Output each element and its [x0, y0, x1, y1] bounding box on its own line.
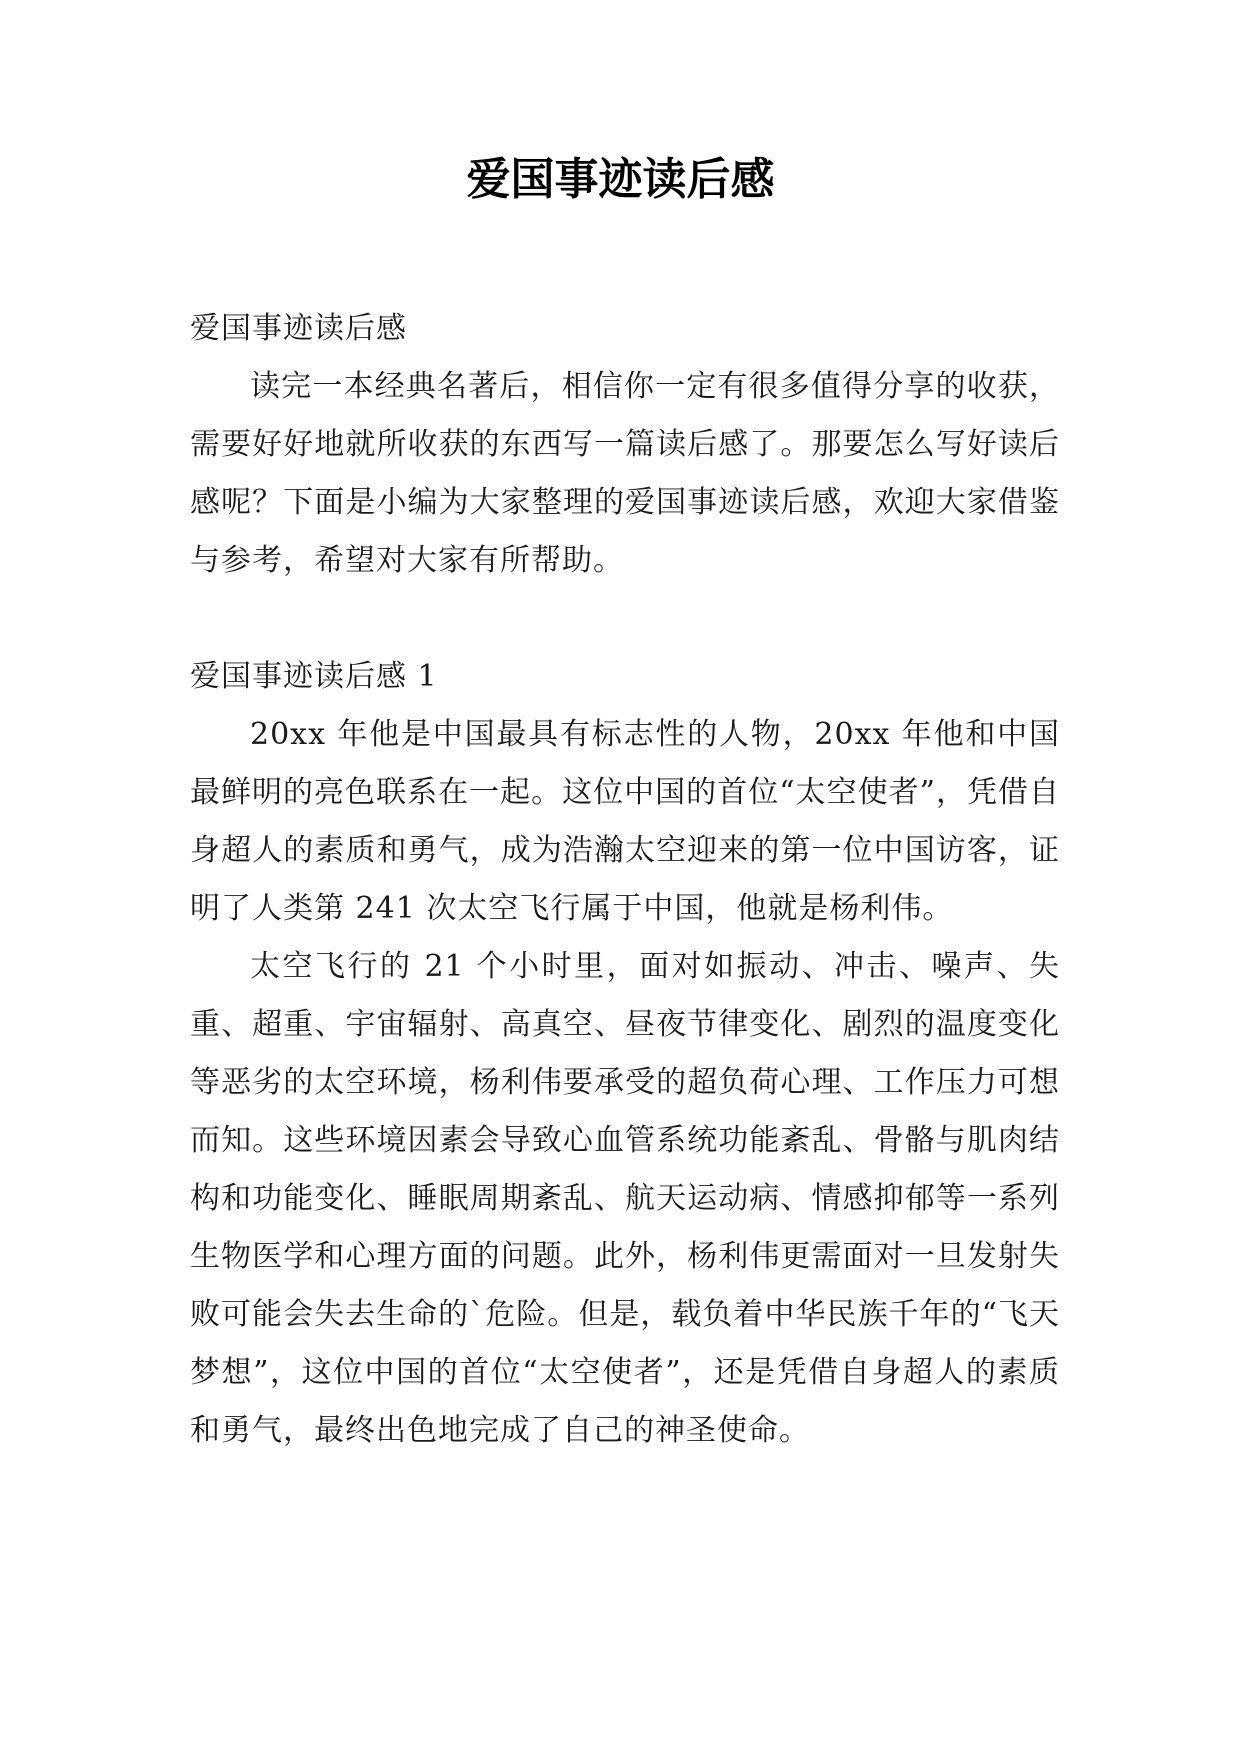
document-title: 爱国事迹读后感	[466, 154, 775, 205]
section1-paragraph-1: 20xx 年他是中国最具有标志性的人物，20xx 年他和中国最鲜明的亮色联系在一起。这位中国的首位“太空使者”，凭借自身超人的素质和勇气，成为浩瀚太空迎来的第一位中国访客，证明了人类第 241 次太空飞行属于中国，他就是杨利伟。	[190, 717, 1060, 926]
intro-heading: 爱国事迹读后感	[190, 311, 407, 346]
section-spacer	[190, 590, 1060, 648]
document-body	[190, 300, 1060, 1460]
section1-paragraph-2: 太空飞行的 21 个小时里，面对如振动、冲击、噪声、失重、超重、宇宙辐射、高真空、昼夜节律变化、剧烈的温度变化等恶劣的太空环境，杨利伟要承受的超负荷心理、工作压力可想而知。这些环境因素会导致心血管系统功能紊乱、骨骼与肌肉结构和功能变化、睡眠周期紊乱、航天运动病、情感抑郁等一系列生物医学和心理方面的问题。此外，杨利伟更需面对一旦发射失败可能会失去生命的`危险。但是，载负着中华民族千年的“飞天梦想”，这位中国的首位“太空使者”，还是凭借自身超人的素质和勇气，最终出色地完成了自己的神圣使命。	[190, 949, 1060, 1448]
intro-paragraph: 读完一本经典名著后，相信你一定有很多值得分享的收获，需要好好地就所收获的东西写一篇读后感了。那要怎么写好读后感呢？下面是小编为大家整理的爱国事迹读后感，欢迎大家借鉴与参考，希望对大家有所帮助。	[190, 369, 1060, 578]
section1-heading: 爱国事迹读后感 1	[190, 659, 438, 694]
